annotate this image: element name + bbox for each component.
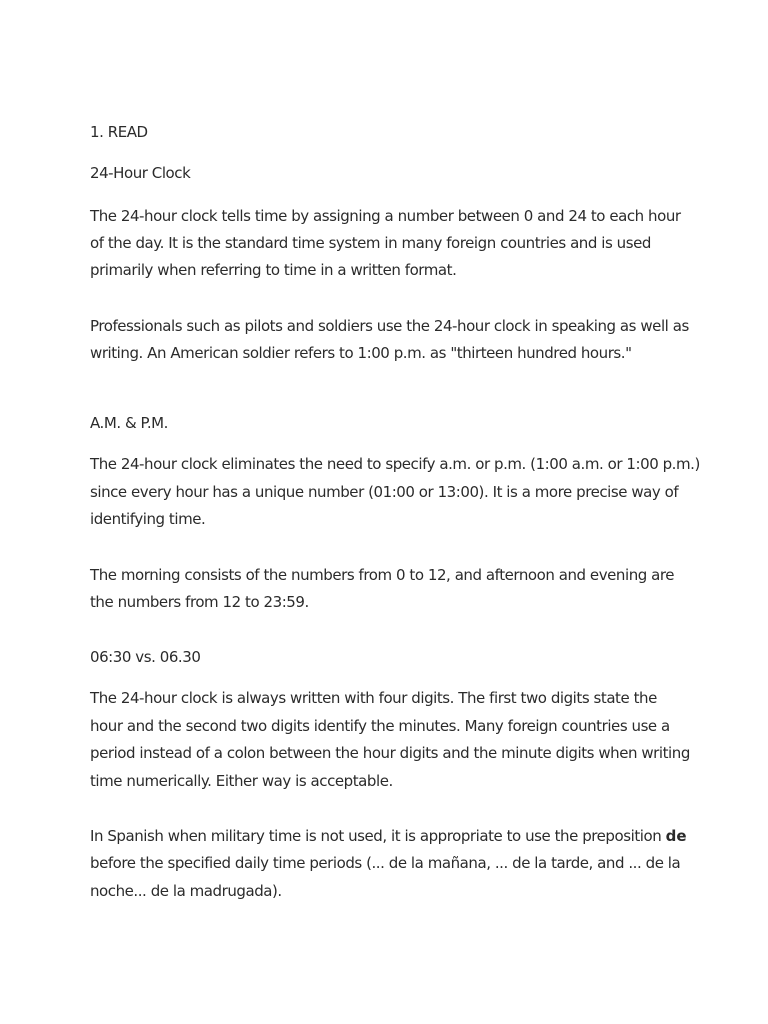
format-line-2: hour and the second two digits identify the minutes. Many foreign countries use a	[90, 717, 670, 735]
intro-line-3: primarily when referring to time in a written format.	[90, 261, 457, 279]
ampm-heading: A.M. & P.M.	[90, 414, 168, 432]
morning-line-2: the numbers from 12 to 23:59.	[90, 593, 309, 611]
format-line-3: period instead of a colon between the hour digits and the minute digits when writing	[90, 744, 690, 762]
professionals-line-2: writing. An American soldier refers to 1:00 p.m. as "thirteen hundred hours."	[90, 344, 632, 362]
format-line-4: time numerically. Either way is acceptable.	[90, 772, 393, 790]
intro-line-1: The 24-hour clock tells time by assigning a number between 0 and 24 to each hour	[90, 207, 681, 225]
section-title: 24-Hour Clock	[90, 164, 191, 182]
spanish-line-1-text: In Spanish when military time is not used, it is appropriate to use the preposition	[90, 827, 666, 845]
ampm-line-2: since every hour has a unique number (01:00 or 13:00). It is a more precise way of	[90, 483, 679, 501]
intro-line-2: of the day. It is the standard time system in many foreign countries and is used	[90, 234, 651, 252]
read-heading: 1. READ	[90, 123, 148, 141]
professionals-line-1: Professionals such as pilots and soldiers use the 24-hour clock in speaking as well as	[90, 317, 689, 335]
spanish-line-2: before the specified daily time periods (... de la mañana, ... de la tarde, and ... de la	[90, 854, 681, 872]
spanish-line-3: noche... de la madrugada).	[90, 882, 282, 900]
spanish-line-1	[90, 826, 687, 846]
morning-line-1: The morning consists of the numbers from 0 to 12, and afternoon and evening are	[90, 566, 675, 584]
ampm-line-1: The 24-hour clock eliminates the need to specify a.m. or p.m. (1:00 a.m. or 1:00 p.m.)	[90, 455, 700, 473]
preposition-de: de	[665, 827, 687, 845]
format-heading: 06:30 vs. 06.30	[90, 648, 201, 666]
format-line-1: The 24-hour clock is always written with four digits. The first two digits state the	[90, 689, 657, 707]
ampm-line-3: identifying time.	[90, 510, 206, 528]
